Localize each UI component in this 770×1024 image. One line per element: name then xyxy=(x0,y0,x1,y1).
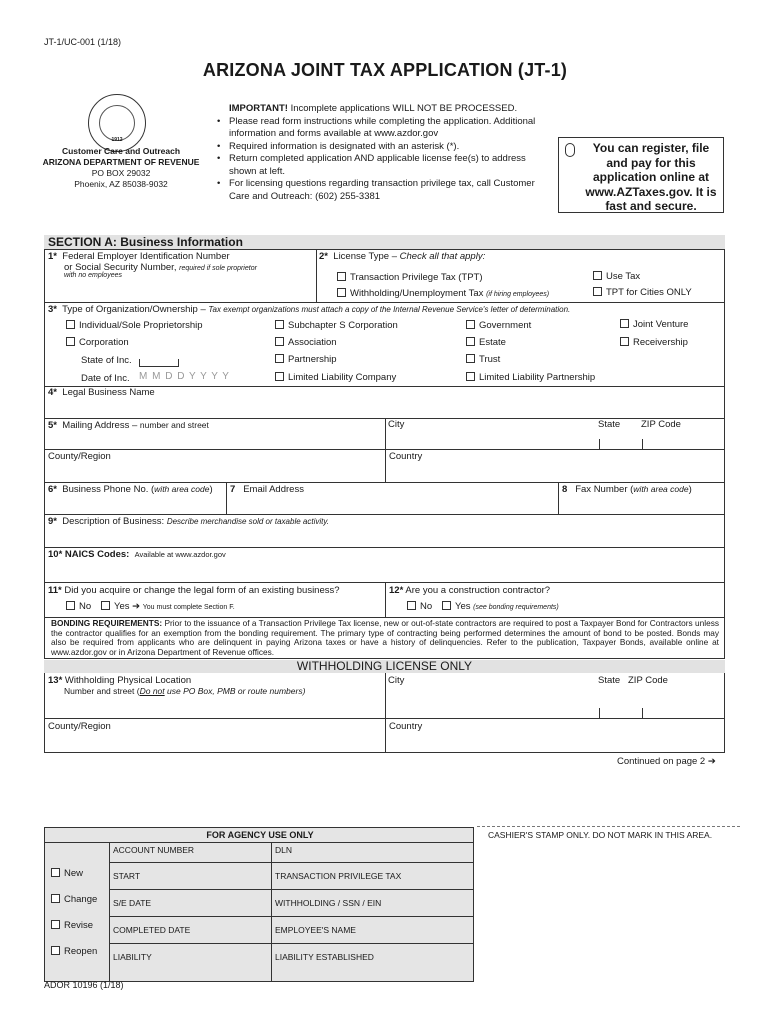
agency-line1: Customer Care and Outreach xyxy=(61,146,181,156)
section-a-header: SECTION A: Business Information xyxy=(44,235,725,249)
org-joint-venture-checkbox[interactable]: Joint Venture xyxy=(620,319,688,330)
instructions xyxy=(217,103,547,203)
employee-name-label: EMPLOYEE'S NAME xyxy=(275,925,356,935)
instruction-item: • Please read form instructions while completing the application. Additional information and forms available at www.azdor.gov xyxy=(217,116,547,141)
instruction-item: • Return completed application AND applicable license fee(s) to address shown at left. xyxy=(217,153,547,178)
withholding-zip-label[interactable]: ZIP Code xyxy=(628,675,668,686)
important-text: Incomplete applications WILL NOT BE PROCESSED. xyxy=(287,103,518,114)
stamp-divider xyxy=(477,826,740,827)
org-subchapter-s-checkbox[interactable]: Subchapter S Corporation xyxy=(275,320,398,331)
field-2-label: 2* License Type – Check all that apply: xyxy=(319,251,486,262)
agency-use-box xyxy=(44,827,474,982)
form-title: ARIZONA JOINT TAX APPLICATION (JT-1) xyxy=(202,60,568,80)
org-association-checkbox[interactable]: Association xyxy=(275,337,337,348)
org-individual-checkbox[interactable]: Individual/Sole Proprietorship xyxy=(66,320,203,331)
field-7-label[interactable]: 7 Email Address xyxy=(230,484,304,495)
agency-line3: PO BOX 29032 xyxy=(91,168,151,178)
agency-address xyxy=(26,146,216,190)
action-revise-checkbox[interactable]: Revise xyxy=(51,920,93,931)
org-llp-checkbox[interactable]: Limited Liability Partnership xyxy=(466,372,595,383)
field-9-label[interactable]: 9* Description of Business: Describe merchandise sold or taxable activity. xyxy=(48,516,329,527)
bonding-requirements: BONDING REQUIREMENTS: Prior to the issuance of a Transaction Privilege Tax license, new or out-of-state contractors are required to post a Taxpayer Bond for Contractors unless the contractor qualifies for an exemption from the bonding requirement. The primary type of contracting being performed determines the amount of bond to be posted. Bonds may also be required from applicants who are delinquent in paying Arizona taxes or have a history of delinquencies. Refer to the publication, Taxpayer Bonds, available online at www.azdor.gov or in Arizona Department of Revenue offices. xyxy=(51,618,719,657)
liability-label: LIABILITY xyxy=(113,952,152,962)
field-8-label[interactable]: 8 Fax Number (with area code) xyxy=(562,484,692,495)
field-11-no-checkbox[interactable]: No xyxy=(66,601,91,612)
field-12-yes-checkbox[interactable]: Yes (see bonding requirements) xyxy=(442,601,559,612)
withholding-state-label[interactable]: State xyxy=(598,675,621,686)
license-tpt-cities-checkbox[interactable]: TPT for Cities ONLY xyxy=(593,287,692,298)
date-of-inc-label: Date of Inc. xyxy=(81,373,130,384)
mailing-zip-label[interactable]: ZIP Code xyxy=(641,419,681,430)
agency-line2: ARIZONA DEPARTMENT OF REVENUE xyxy=(42,157,200,167)
org-partnership-checkbox[interactable]: Partnership xyxy=(275,354,337,365)
field-3-label: 3* Type of Organization/Ownership – Tax exempt organizations must attach a copy of the Internal Revenue Service's letter of determination. xyxy=(48,304,571,315)
withholding-ssn-ein-label: WITHHOLDING / SSN / EIN xyxy=(275,898,382,908)
completed-date-label: COMPLETED DATE xyxy=(113,925,191,935)
field-6-label[interactable]: 6* Business Phone No. (with area code) xyxy=(48,484,213,495)
field-1-note: with no employees xyxy=(64,272,122,279)
footer-form-code: ADOR 10196 (1/18) xyxy=(44,980,124,990)
org-government-checkbox[interactable]: Government xyxy=(466,320,531,331)
license-use-tax-checkbox[interactable]: Use Tax xyxy=(593,271,640,282)
start-label: START xyxy=(113,871,141,881)
state-seal-icon xyxy=(88,94,146,152)
action-change-checkbox[interactable]: Change xyxy=(51,894,97,905)
withholding-county-label[interactable]: County/Region xyxy=(48,721,111,732)
license-withholding-checkbox[interactable]: Withholding/Unemployment Tax (if hiring employees) xyxy=(337,288,549,299)
mailing-country-label[interactable]: Country xyxy=(389,451,423,462)
account-number-label: ACCOUNT NUMBER xyxy=(113,845,195,855)
action-new-checkbox[interactable]: New xyxy=(51,868,83,879)
field-11-label: 11* Did you acquire or change the legal form of an existing business? xyxy=(48,585,340,596)
agency-use-header: FOR AGENCY USE ONLY xyxy=(206,830,314,840)
field-13-label[interactable]: 13* Withholding Physical Location xyxy=(48,675,192,686)
field-1-label2: or Social Security Number, required if sole proprietor xyxy=(64,262,257,273)
field-12-label: 12* Are you a construction contractor? xyxy=(389,585,551,596)
org-receivership-checkbox[interactable]: Receivership xyxy=(620,337,688,348)
withholding-header: WITHHOLDING LICENSE ONLY xyxy=(44,660,725,673)
dln-label: DLN xyxy=(275,845,293,855)
tpt-label: TRANSACTION PRIVILEGE TAX xyxy=(275,871,402,881)
mouse-icon xyxy=(565,143,575,157)
field-12-no-checkbox[interactable]: No xyxy=(407,601,432,612)
cashier-stamp-note: CASHIER'S STAMP ONLY. DO NOT MARK IN THIS AREA. xyxy=(488,830,713,840)
date-of-inc-input[interactable]: M M D D Y Y Y Y xyxy=(139,371,230,382)
instruction-item: • For licensing questions regarding transaction privilege tax, call Customer Care and Outreach: (602) 255-3381 xyxy=(217,178,547,203)
form-code: JT-1/UC-001 (1/18) xyxy=(44,37,122,47)
agency-line4: Phoenix, AZ 85038-9032 xyxy=(74,179,168,189)
org-trust-checkbox[interactable]: Trust xyxy=(466,354,500,365)
field-13-sub: Number and street (Do not use PO Box, PMB or route numbers) xyxy=(64,686,306,696)
license-tpt-checkbox[interactable]: Transaction Privilege Tax (TPT) xyxy=(337,272,483,283)
mailing-county-label[interactable]: County/Region xyxy=(48,451,111,462)
state-of-inc-label: State of Inc. xyxy=(81,355,132,366)
withholding-country-label[interactable]: Country xyxy=(389,721,423,732)
instruction-item: • Required information is designated with an asterisk (*). xyxy=(217,141,547,154)
org-estate-checkbox[interactable]: Estate xyxy=(466,337,506,348)
seal-year: 1912 xyxy=(111,137,123,143)
promo-text: You can register, file and pay for this application online at www.AZTaxes.gov. It is fast and secure. xyxy=(585,141,717,213)
withholding-city-label[interactable]: City xyxy=(388,675,405,686)
online-registration-promo xyxy=(558,137,724,213)
mailing-state-label[interactable]: State xyxy=(598,419,621,430)
state-of-inc-input[interactable] xyxy=(139,359,179,367)
field-10-label[interactable]: 10* NAICS Codes: Available at www.azdor.gov xyxy=(48,549,226,560)
field-5-label[interactable]: 5* Mailing Address – number and street xyxy=(48,420,209,431)
action-reopen-checkbox[interactable]: Reopen xyxy=(51,946,97,957)
important-label: IMPORTANT! xyxy=(229,103,288,114)
org-llc-checkbox[interactable]: Limited Liability Company xyxy=(275,372,396,383)
field-1-label: 1* Federal Employer Identification Number xyxy=(48,251,230,262)
liability-established-label: LIABILITY ESTABLISHED xyxy=(275,952,374,962)
continued-note: Continued on page 2 ➔ xyxy=(617,756,716,767)
mailing-city-label[interactable]: City xyxy=(388,419,405,430)
org-corporation-checkbox[interactable]: Corporation xyxy=(66,337,129,348)
field-11-yes-checkbox[interactable]: Yes ➔ You must complete Section F. xyxy=(101,601,235,612)
field-4-label[interactable]: 4* Legal Business Name xyxy=(48,387,155,398)
se-date-label: S/E DATE xyxy=(113,898,152,908)
